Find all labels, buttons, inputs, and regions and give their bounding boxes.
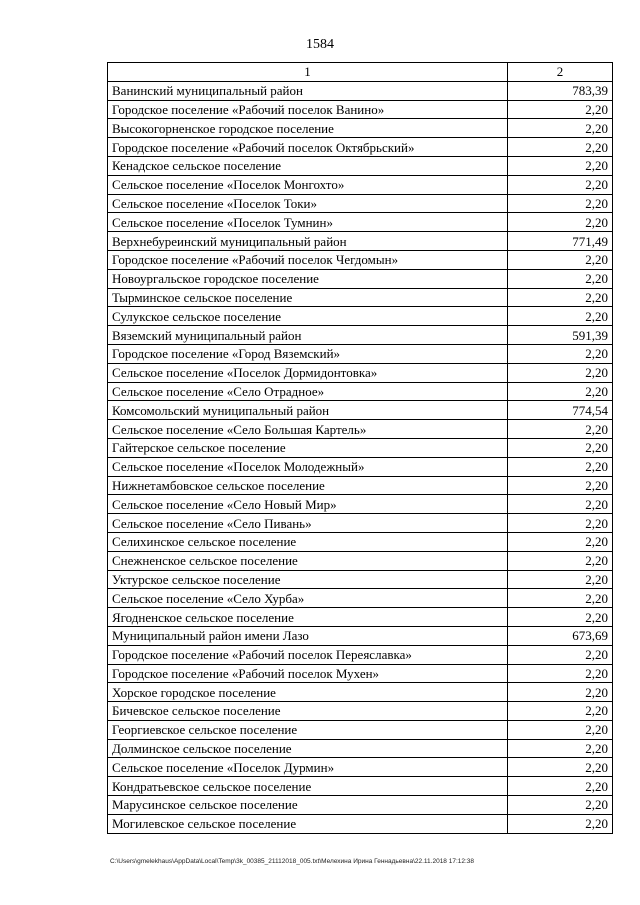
table-row — [108, 438, 613, 457]
row-name-cell: Городское поселение «Рабочий поселок Октябрьский» — [108, 138, 508, 157]
data-table — [107, 62, 613, 834]
table-row — [108, 175, 613, 194]
row-name-cell: Нижнетамбовское сельское поселение — [108, 476, 508, 495]
table-row — [108, 269, 613, 288]
row-name-cell: Могилевское сельское поселение — [108, 814, 508, 833]
row-name-cell: Городское поселение «Город Вяземский» — [108, 344, 508, 363]
page-number: 1584 — [306, 37, 334, 52]
table-row — [108, 138, 613, 157]
row-name-cell: Вяземский муниципальный район — [108, 326, 508, 345]
table-row — [108, 814, 613, 833]
table-row — [108, 720, 613, 739]
row-name-cell: Кенадское сельское поселение — [108, 156, 508, 175]
row-value-cell: 2,20 — [508, 570, 613, 589]
row-name-cell: Сельское поселение «Село Большая Картель» — [108, 420, 508, 439]
table-row — [108, 326, 613, 345]
row-name-cell: Городское поселение «Рабочий поселок Переяславка» — [108, 645, 508, 664]
row-value-cell: 2,20 — [508, 645, 613, 664]
row-name-cell: Уктурское сельское поселение — [108, 570, 508, 589]
row-name-cell: Муниципальный район имени Лазо — [108, 626, 508, 645]
row-value-cell: 2,20 — [508, 156, 613, 175]
row-name-cell: Сельское поселение «Поселок Дормидонтовка» — [108, 363, 508, 382]
row-value-cell: 2,20 — [508, 532, 613, 551]
row-name-cell: Комсомольский муниципальный район — [108, 401, 508, 420]
row-name-cell: Новоургальское городское поселение — [108, 269, 508, 288]
row-value-cell: 591,39 — [508, 326, 613, 345]
column-header-name: 1 — [108, 63, 508, 82]
row-value-cell: 2,20 — [508, 457, 613, 476]
row-value-cell: 2,20 — [508, 307, 613, 326]
row-name-cell: Бичевское сельское поселение — [108, 702, 508, 721]
table-row — [108, 156, 613, 175]
row-name-cell: Сельское поселение «Село Новый Мир» — [108, 495, 508, 514]
row-name-cell: Сельское поселение «Поселок Монгохто» — [108, 175, 508, 194]
table-row — [108, 589, 613, 608]
table-row — [108, 514, 613, 533]
row-value-cell: 2,20 — [508, 269, 613, 288]
row-name-cell: Сельское поселение «Село Хурба» — [108, 589, 508, 608]
table-row — [108, 363, 613, 382]
row-value-cell: 2,20 — [508, 213, 613, 232]
table-row — [108, 307, 613, 326]
table-header-row — [108, 63, 613, 82]
table-row — [108, 608, 613, 627]
row-value-cell: 2,20 — [508, 589, 613, 608]
column-header-value: 2 — [508, 63, 613, 82]
row-value-cell: 771,49 — [508, 232, 613, 251]
row-name-cell: Сельское поселение «Поселок Дурмин» — [108, 758, 508, 777]
row-value-cell: 2,20 — [508, 796, 613, 815]
row-value-cell: 783,39 — [508, 81, 613, 100]
row-name-cell: Тырминское сельское поселение — [108, 288, 508, 307]
table-row — [108, 476, 613, 495]
table-row — [108, 382, 613, 401]
row-value-cell: 2,20 — [508, 138, 613, 157]
row-name-cell: Кондратьевское сельское поселение — [108, 777, 508, 796]
row-name-cell: Георгиевское сельское поселение — [108, 720, 508, 739]
row-name-cell: Городское поселение «Рабочий поселок Мухен» — [108, 664, 508, 683]
table-row — [108, 739, 613, 758]
row-value-cell: 2,20 — [508, 438, 613, 457]
table-row — [108, 777, 613, 796]
table-row — [108, 250, 613, 269]
row-name-cell: Сельское поселение «Село Пивань» — [108, 514, 508, 533]
table-row — [108, 81, 613, 100]
row-value-cell: 2,20 — [508, 664, 613, 683]
row-value-cell: 673,69 — [508, 626, 613, 645]
table-row — [108, 100, 613, 119]
row-value-cell: 2,20 — [508, 608, 613, 627]
row-value-cell: 2,20 — [508, 720, 613, 739]
footer-file-path: C:\Users\gmelekhaus\AppData\Local\Temp\3k_00385_21112018_005.txt\Мелехина Ирина Геннадьевна\22.11.2018 17:12:38 — [110, 858, 475, 865]
row-value-cell: 2,20 — [508, 476, 613, 495]
row-name-cell: Снежненское сельское поселение — [108, 551, 508, 570]
table-row — [108, 532, 613, 551]
row-value-cell: 2,20 — [508, 702, 613, 721]
table-row — [108, 194, 613, 213]
row-value-cell: 2,20 — [508, 194, 613, 213]
row-name-cell: Городское поселение «Рабочий поселок Чегдомын» — [108, 250, 508, 269]
table-row — [108, 796, 613, 815]
row-value-cell: 2,20 — [508, 175, 613, 194]
row-value-cell: 2,20 — [508, 514, 613, 533]
table-row — [108, 232, 613, 251]
table-row — [108, 495, 613, 514]
row-name-cell: Ванинский муниципальный район — [108, 81, 508, 100]
table-row — [108, 702, 613, 721]
row-name-cell: Селихинское сельское поселение — [108, 532, 508, 551]
row-name-cell: Сельское поселение «Поселок Токи» — [108, 194, 508, 213]
table-body — [108, 81, 613, 833]
row-name-cell: Долминское сельское поселение — [108, 739, 508, 758]
table-row — [108, 119, 613, 138]
row-name-cell: Гайтерское сельское поселение — [108, 438, 508, 457]
table-row — [108, 758, 613, 777]
row-value-cell: 2,20 — [508, 420, 613, 439]
row-value-cell: 2,20 — [508, 777, 613, 796]
table-row — [108, 551, 613, 570]
row-name-cell: Верхнебуреинский муниципальный район — [108, 232, 508, 251]
row-name-cell: Марусинское сельское поселение — [108, 796, 508, 815]
table-row — [108, 401, 613, 420]
table-row — [108, 683, 613, 702]
row-name-cell: Городское поселение «Рабочий поселок Ванино» — [108, 100, 508, 119]
row-name-cell: Хорское городское поселение — [108, 683, 508, 702]
row-value-cell: 2,20 — [508, 100, 613, 119]
row-value-cell: 2,20 — [508, 683, 613, 702]
table-row — [108, 420, 613, 439]
table-row — [108, 626, 613, 645]
row-value-cell: 774,54 — [508, 401, 613, 420]
row-name-cell: Высокогорненское городское поселение — [108, 119, 508, 138]
row-name-cell: Сельское поселение «Поселок Тумнин» — [108, 213, 508, 232]
row-value-cell: 2,20 — [508, 551, 613, 570]
table-row — [108, 213, 613, 232]
row-value-cell: 2,20 — [508, 739, 613, 758]
row-value-cell: 2,20 — [508, 814, 613, 833]
row-value-cell: 2,20 — [508, 250, 613, 269]
table-row — [108, 457, 613, 476]
row-value-cell: 2,20 — [508, 382, 613, 401]
table-row — [108, 344, 613, 363]
row-name-cell: Сельское поселение «Село Отрадное» — [108, 382, 508, 401]
row-name-cell: Сулукское сельское поселение — [108, 307, 508, 326]
row-value-cell: 2,20 — [508, 495, 613, 514]
row-value-cell: 2,20 — [508, 119, 613, 138]
row-value-cell: 2,20 — [508, 758, 613, 777]
row-name-cell: Ягодненское сельское поселение — [108, 608, 508, 627]
table-row — [108, 570, 613, 589]
table-row — [108, 664, 613, 683]
row-value-cell: 2,20 — [508, 344, 613, 363]
table-row — [108, 288, 613, 307]
row-value-cell: 2,20 — [508, 288, 613, 307]
row-name-cell: Сельское поселение «Поселок Молодежный» — [108, 457, 508, 476]
row-value-cell: 2,20 — [508, 363, 613, 382]
table-row — [108, 645, 613, 664]
